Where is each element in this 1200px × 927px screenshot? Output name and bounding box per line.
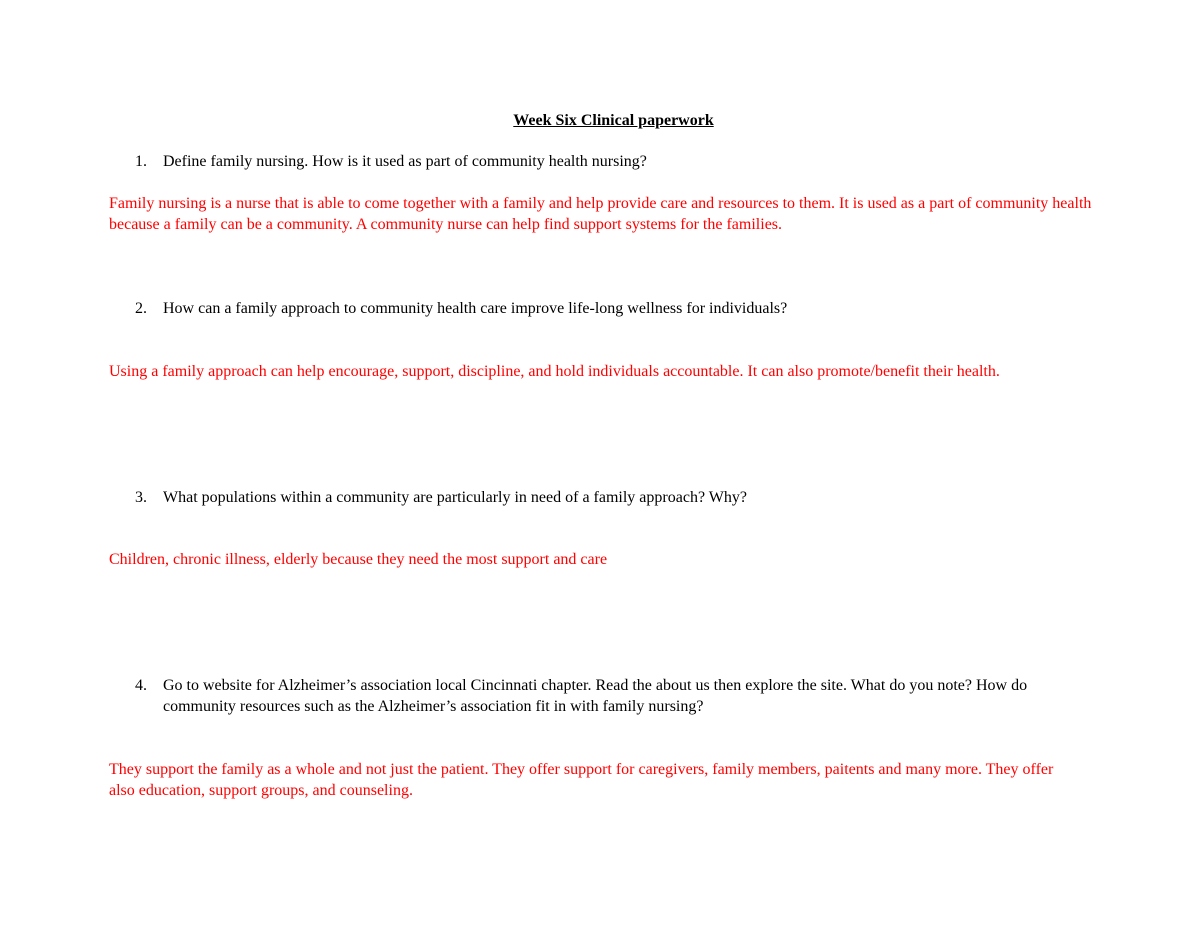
question-number: 2. [135,300,147,317]
answer-2: Using a family approach can help encourage, support, discipline, and hold individuals accountable. It can also promote/benefit their health. [109,363,1000,380]
question-3 [135,487,1125,508]
question-4 [135,675,1095,717]
answer-3: Children, chronic illness, elderly because they need the most support and care [109,551,608,568]
question-1 [135,151,1125,172]
question-text: What populations within a community are particularly in need of a family approach? Why? [163,489,747,506]
question-number: 3. [135,489,147,506]
answer-4: They support the family as a whole and not just the patient. They offer support for caregivers, family members, paitents and many more. They offer also education, support groups, and counseling. [109,761,1054,799]
question-2 [135,298,1125,319]
question-text: Go to website for Alzheimer’s association local Cincinnati chapter. Read the about us then explore the site. What do you note? How do community resources such as the Alzheimer’s association fit in with family nursing? [163,677,1028,715]
question-text: Define family nursing. How is it used as part of community health nursing? [163,153,647,170]
question-number: 1. [135,153,147,170]
question-text: How can a family approach to community health care improve life-long wellness for individuals? [163,300,788,317]
answer-1: Family nursing is a nurse that is able to come together with a family and help provide care and resources to them. It is used as a part of community health because a family can be a community. A community nurse can help find support systems for the families. [109,195,1092,233]
question-number: 4. [135,677,147,694]
page-title: Week Six Clinical paperwork [513,112,714,129]
